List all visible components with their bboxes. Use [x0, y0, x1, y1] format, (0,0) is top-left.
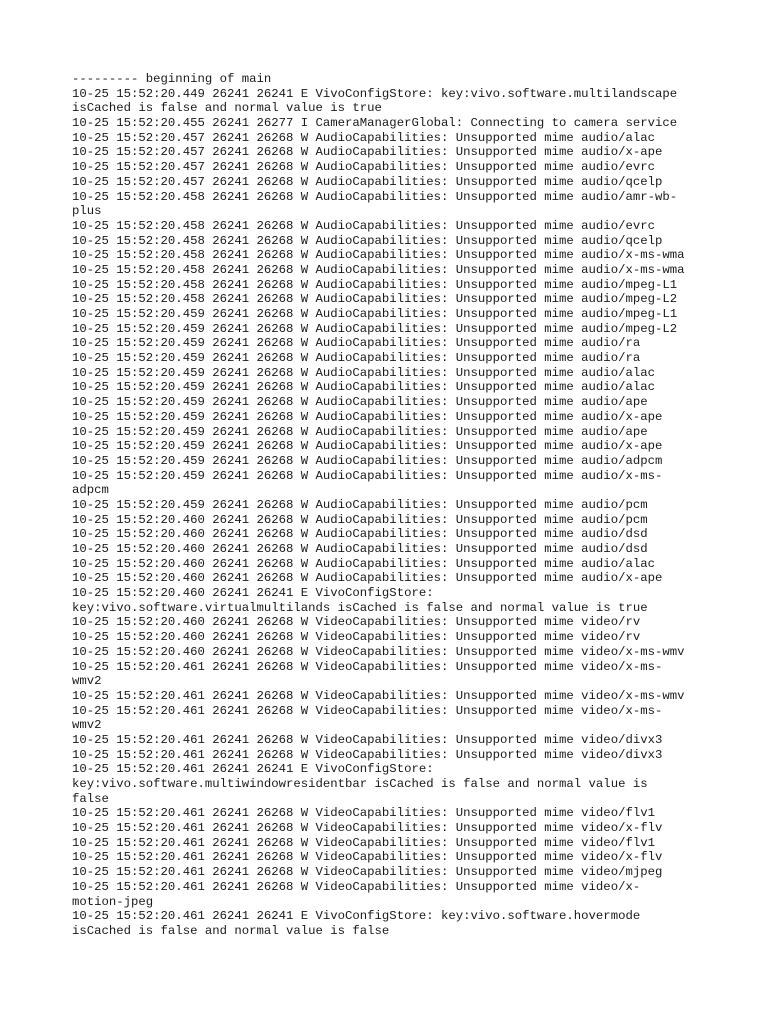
log-line: 10-25 15:52:20.459 26241 26268 W AudioCapabilities: Unsupported mime audio/x-ape — [72, 439, 663, 454]
log-line: 10-25 15:52:20.461 26241 26241 E VivoConfigStore: key:vivo.software.hovermode — [72, 909, 641, 924]
log-text-block — [72, 72, 712, 939]
log-line: 10-25 15:52:20.459 26241 26268 W AudioCapabilities: Unsupported mime audio/alac — [72, 380, 655, 395]
log-line: isCached is false and normal value is true — [72, 101, 382, 116]
log-line: 10-25 15:52:20.459 26241 26268 W AudioCapabilities: Unsupported mime audio/ra — [72, 336, 641, 351]
log-line: isCached is false and normal value is false — [72, 923, 390, 938]
log-line: 10-25 15:52:20.460 26241 26268 W VideoCapabilities: Unsupported mime video/x-ms-wmv — [72, 644, 685, 659]
log-line: 10-25 15:52:20.459 26241 26268 W AudioCapabilities: Unsupported mime audio/alac — [72, 365, 655, 380]
log-line: 10-25 15:52:20.457 26241 26268 W AudioCapabilities: Unsupported mime audio/evrc — [72, 160, 655, 175]
log-line: 10-25 15:52:20.459 26241 26268 W AudioCapabilities: Unsupported mime audio/adpcm — [72, 453, 663, 468]
log-line: 10-25 15:52:20.458 26241 26268 W AudioCapabilities: Unsupported mime audio/mpeg-L2 — [72, 292, 678, 307]
log-line: 10-25 15:52:20.455 26241 26277 I CameraManagerGlobal: Connecting to camera service — [72, 116, 678, 131]
log-line: 10-25 15:52:20.458 26241 26268 W AudioCapabilities: Unsupported mime audio/amr-wb- — [72, 189, 678, 204]
log-line: 10-25 15:52:20.461 26241 26268 W VideoCapabilities: Unsupported mime video/x-flv — [72, 850, 663, 865]
log-line: 10-25 15:52:20.459 26241 26268 W AudioCapabilities: Unsupported mime audio/x-ms- — [72, 468, 663, 483]
log-line: 10-25 15:52:20.461 26241 26268 W VideoCapabilities: Unsupported mime video/x-flv — [72, 821, 663, 836]
log-line: wmv2 — [72, 674, 102, 689]
log-line: 10-25 15:52:20.460 26241 26268 W AudioCapabilities: Unsupported mime audio/dsd — [72, 542, 648, 556]
log-line: 10-25 15:52:20.461 26241 26268 W VideoCapabilities: Unsupported mime video/flv1 — [72, 835, 655, 850]
log-line: 10-25 15:52:20.461 26241 26268 W VideoCapabilities: Unsupported mime video/x-ms-wmv — [72, 688, 685, 703]
log-line: 10-25 15:52:20.458 26241 26268 W AudioCapabilities: Unsupported mime audio/x-ms-wma — [72, 248, 685, 263]
log-line: 10-25 15:52:20.461 26241 26268 W VideoCapabilities: Unsupported mime video/flv1 — [72, 806, 655, 821]
log-line: false — [72, 791, 109, 806]
log-line: 10-25 15:52:20.458 26241 26268 W AudioCapabilities: Unsupported mime audio/qcelp — [72, 233, 663, 248]
log-line: 10-25 15:52:20.459 26241 26268 W AudioCapabilities: Unsupported mime audio/mpeg-L1 — [72, 307, 678, 321]
log-line: 10-25 15:52:20.458 26241 26268 W AudioCapabilities: Unsupported mime audio/mpeg-L1 — [72, 277, 678, 292]
log-line: 10-25 15:52:20.459 26241 26268 W AudioCapabilities: Unsupported mime audio/ape — [72, 395, 648, 410]
log-line: 10-25 15:52:20.460 26241 26268 W VideoCapabilities: Unsupported mime video/rv — [72, 615, 641, 630]
log-line: 10-25 15:52:20.458 26241 26268 W AudioCapabilities: Unsupported mime audio/x-ms-wma — [72, 262, 685, 277]
log-line: 10-25 15:52:20.460 26241 26268 W AudioCapabilities: Unsupported mime audio/pcm — [72, 512, 648, 527]
log-line: 10-25 15:52:20.461 26241 26241 E VivoConfigStore: — [72, 762, 434, 777]
log-line: 10-25 15:52:20.459 26241 26268 W AudioCapabilities: Unsupported mime audio/x-ape — [72, 409, 663, 424]
log-line: 10-25 15:52:20.458 26241 26268 W AudioCapabilities: Unsupported mime audio/evrc — [72, 218, 655, 233]
log-line: 10-25 15:52:20.460 26241 26268 W VideoCapabilities: Unsupported mime video/rv — [72, 630, 641, 645]
log-line: wmv2 — [72, 718, 102, 733]
log-line: --------- beginning of main — [72, 72, 272, 86]
log-line: 10-25 15:52:20.459 26241 26268 W AudioCapabilities: Unsupported mime audio/ra — [72, 351, 641, 366]
log-line: 10-25 15:52:20.461 26241 26268 W VideoCapabilities: Unsupported mime video/x- — [72, 879, 641, 894]
log-line: 10-25 15:52:20.449 26241 26241 E VivoConfigStore: key:vivo.software.multilandscape — [72, 86, 678, 101]
log-line: motion-jpeg — [72, 894, 154, 909]
log-line: 10-25 15:52:20.459 26241 26268 W AudioCapabilities: Unsupported mime audio/mpeg-L2 — [72, 321, 678, 336]
log-line: 10-25 15:52:20.460 26241 26241 E VivoConfigStore: — [72, 586, 434, 601]
log-line: key:vivo.software.multiwindowresidentbar isCached is false and normal value is — [72, 777, 648, 791]
log-line: 10-25 15:52:20.459 26241 26268 W AudioCapabilities: Unsupported mime audio/ape — [72, 424, 648, 439]
log-line: 10-25 15:52:20.461 26241 26268 W VideoCapabilities: Unsupported mime video/x-ms- — [72, 703, 663, 718]
log-line: 10-25 15:52:20.460 26241 26268 W AudioCapabilities: Unsupported mime audio/alac — [72, 556, 655, 571]
log-line: 10-25 15:52:20.461 26241 26268 W VideoCapabilities: Unsupported mime video/divx3 — [72, 732, 663, 747]
log-line: 10-25 15:52:20.460 26241 26268 W AudioCapabilities: Unsupported mime audio/x-ape — [72, 571, 663, 586]
log-line: 10-25 15:52:20.457 26241 26268 W AudioCapabilities: Unsupported mime audio/x-ape — [72, 145, 663, 160]
log-line: plus — [72, 204, 102, 219]
log-line: 10-25 15:52:20.460 26241 26268 W AudioCapabilities: Unsupported mime audio/dsd — [72, 527, 648, 542]
log-line: 10-25 15:52:20.461 26241 26268 W VideoCapabilities: Unsupported mime video/mjpeg — [72, 865, 663, 880]
log-line: 10-25 15:52:20.461 26241 26268 W VideoCapabilities: Unsupported mime video/x-ms- — [72, 659, 663, 674]
log-line: 10-25 15:52:20.461 26241 26268 W VideoCapabilities: Unsupported mime video/divx3 — [72, 747, 663, 762]
log-line: 10-25 15:52:20.457 26241 26268 W AudioCapabilities: Unsupported mime audio/qcelp — [72, 174, 663, 189]
log-line: key:vivo.software.virtualmultilands isCached is false and normal value is true — [72, 600, 648, 615]
log-line: adpcm — [72, 483, 109, 498]
log-line: 10-25 15:52:20.459 26241 26268 W AudioCapabilities: Unsupported mime audio/pcm — [72, 497, 648, 512]
log-line: 10-25 15:52:20.457 26241 26268 W AudioCapabilities: Unsupported mime audio/alac — [72, 130, 655, 145]
